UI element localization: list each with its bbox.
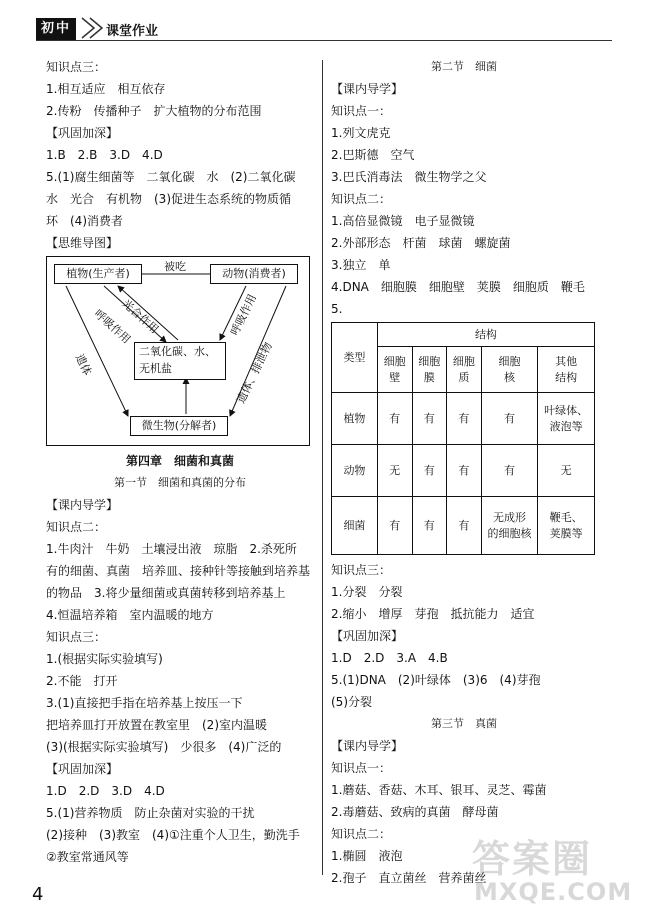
answer-line: 1.牛肉汁 牛奶 土壤浸出液 琼脂 2.杀死所 (46, 542, 297, 556)
type-header: 类型 (332, 323, 378, 393)
watermark-url: MXQE.COM (474, 878, 633, 906)
answer-line: 2.外部形态 杆菌 球菌 螺旋菌 (331, 236, 511, 250)
mindmap-title: 【思维导图】 (46, 236, 119, 250)
table-row (332, 497, 595, 555)
arrow-remains-left (66, 286, 128, 416)
section-title: 第一节 细菌和真菌的分布 (114, 476, 246, 489)
table-cell: 有 (412, 393, 447, 445)
consolidate-title: 【巩固加深】 (46, 762, 119, 776)
watermark (470, 828, 635, 916)
guide-title: 【课内导学】 (46, 498, 119, 512)
kp1-title: 知识点一： (331, 104, 392, 118)
microbe-box: 微生物(分解者) (130, 416, 228, 436)
answer-line: 2.毒蘑菇、致病的真菌 酵母菌 (331, 805, 499, 819)
kp3-title: 知识点三： (46, 60, 107, 74)
answer-line: 1.D 2.D 3.D 4.D (46, 784, 165, 798)
table-cell: 无成形 的细胞核 (481, 497, 538, 555)
answer-line: 5. (331, 302, 343, 316)
answer-line: 5.(1)DNA (2)叶绿体 (3)6 (4)芽孢 (331, 673, 541, 687)
answer-line: 1.相互适应 相互依存 (46, 82, 166, 96)
row-name: 植物 (332, 393, 378, 445)
table-cell: 无 (538, 445, 595, 497)
answer-line: 1.分裂 分裂 (331, 585, 403, 599)
row-name: 细菌 (332, 497, 378, 555)
kp3b-title: 知识点三： (46, 630, 107, 644)
answer-line: (5)分裂 (331, 695, 372, 709)
answer-line: 2.不能 打开 (46, 674, 118, 688)
answer-line: 1.椭圆 液泡 (331, 849, 403, 863)
col-header: 细胞 壁 (377, 347, 412, 393)
col-header: 细胞 核 (481, 347, 538, 393)
table-cell: 有 (447, 445, 482, 497)
col-header: 细胞 膜 (412, 347, 447, 393)
watermark-logo: 答案圈 (472, 836, 593, 881)
photosynthesis-label: 光合作用 (119, 297, 162, 337)
page-number: 4 (32, 884, 44, 905)
answer-line: 环 (4)消费者 (46, 214, 123, 228)
table-cell: 有 (447, 497, 482, 555)
answer-line: 的物品 3.将少量细菌或真菌转移到培养基上 (46, 586, 286, 600)
plant-box: 植物(生产者) (54, 264, 142, 284)
answer-line: 1.(根据实际实验填写) (46, 652, 163, 666)
answer-line: 2.孢子 直立菌丝 营养菌丝 (331, 871, 487, 885)
table-cell: 有 (377, 497, 412, 555)
answer-line: 2.巴斯德 空气 (331, 148, 415, 162)
column-divider (322, 60, 323, 875)
inorganic-box (134, 342, 226, 380)
col-header: 细胞 质 (447, 347, 482, 393)
left-column (46, 56, 314, 868)
table-row (332, 393, 595, 445)
cell-structure-table (331, 322, 595, 555)
mind-map (46, 256, 310, 446)
answer-line: (3)(根据实际实验填写) 少很多 (4)广泛的 (46, 740, 282, 754)
table-cell: 无 (377, 445, 412, 497)
respiration-left-label: 呼吸作用 (91, 307, 134, 347)
answer-line: (2)接种 (3)教室 (4)①注重个人卫生，勤洗手 (46, 828, 300, 842)
answer-line: 5.(1)营养物质 防止杂菌对实验的干扰 (46, 806, 255, 820)
table-cell: 鞭毛、 荚膜等 (538, 497, 595, 555)
answer-line: 1.高倍显微镜 电子显微镜 (331, 214, 475, 228)
kp2-title: 知识点二： (331, 192, 392, 206)
answer-line: 1.B 2.B 3.D 4.D (46, 148, 163, 162)
grade-tab: 初中 (36, 18, 76, 40)
answer-line: 1.列文虎克 (331, 126, 391, 140)
inorganic-line: 无机盐 (139, 362, 172, 375)
eaten-label: 被吃 (164, 260, 186, 273)
table-cell: 有 (377, 393, 412, 445)
header-rule (36, 40, 612, 41)
answer-line: 1.蘑菇、香菇、木耳、银耳、灵芝、霉菌 (331, 783, 547, 797)
table-cell: 有 (481, 445, 538, 497)
guide-title: 【课内导学】 (331, 739, 404, 753)
consolidate-title: 【巩固加深】 (46, 126, 119, 140)
table-cell: 有 (481, 393, 538, 445)
answer-line: 4.DNA 细胞膜 细胞壁 荚膜 细胞质 鞭毛 (331, 280, 585, 294)
table-cell: 有 (412, 445, 447, 497)
kp3-title: 知识点三： (331, 563, 392, 577)
table-cell: 叶绿体、 液泡等 (538, 393, 595, 445)
remains-left-label: 遗体 (72, 352, 95, 378)
page-header (36, 14, 612, 40)
section-title: 第三节 真菌 (431, 717, 497, 730)
answer-line: 2.传粉 传播种子 扩大植物的分布范围 (46, 104, 262, 118)
answer-line: 2.缩小 增厚 芽孢 抵抗能力 适宜 (331, 607, 535, 621)
kp1-title: 知识点一： (331, 761, 392, 775)
answer-line: 有的细菌、真菌 培养皿、接种针等接触到培养基 (46, 564, 311, 578)
answer-line: 3.巴氏消毒法 微生物学之父 (331, 170, 487, 184)
answer-line: 水 光合 有机物 (3)促进生态系统的物质循 (46, 192, 291, 206)
table-row (332, 445, 595, 497)
kp2-title: 知识点二： (331, 827, 392, 841)
inorganic-line: 二氧化碳、水、 (139, 345, 216, 358)
structure-header: 结构 (377, 323, 594, 347)
answer-line: 4.恒温培养箱 室内温暖的地方 (46, 608, 214, 622)
answer-line: 3.(1)直接把手指在培养基上按压一下 (46, 696, 243, 710)
consolidate-title: 【巩固加深】 (331, 629, 404, 643)
answer-line: 把培养皿打开放置在教室里 (2)室内温暖 (46, 718, 267, 732)
animal-box: 动物(消费者) (210, 264, 298, 284)
answer-line: 3.独立 单 (331, 258, 391, 272)
respiration-right-label: 呼吸作用 (228, 292, 260, 338)
right-column (331, 56, 597, 889)
chapter-title: 第四章 细菌和真菌 (125, 454, 234, 468)
remains-excreta-label: 遗体、排泄物 (234, 340, 275, 406)
section-title: 第二节 细菌 (431, 60, 497, 73)
row-name: 动物 (332, 445, 378, 497)
table-cell: 有 (447, 393, 482, 445)
header-title: 课堂作业 (106, 24, 159, 39)
answer-line: 1.D 2.D 3.A 4.B (331, 651, 448, 665)
table-cell: 有 (412, 497, 447, 555)
col-header: 其他 结构 (538, 347, 595, 393)
answer-line: 5.(1)腐生细菌等 二氧化碳 水 (2)二氧化碳 (46, 170, 296, 184)
kp2-title: 知识点二： (46, 520, 107, 534)
answer-line: ②教室常通风等 (46, 850, 129, 864)
guide-title: 【课内导学】 (331, 82, 404, 96)
